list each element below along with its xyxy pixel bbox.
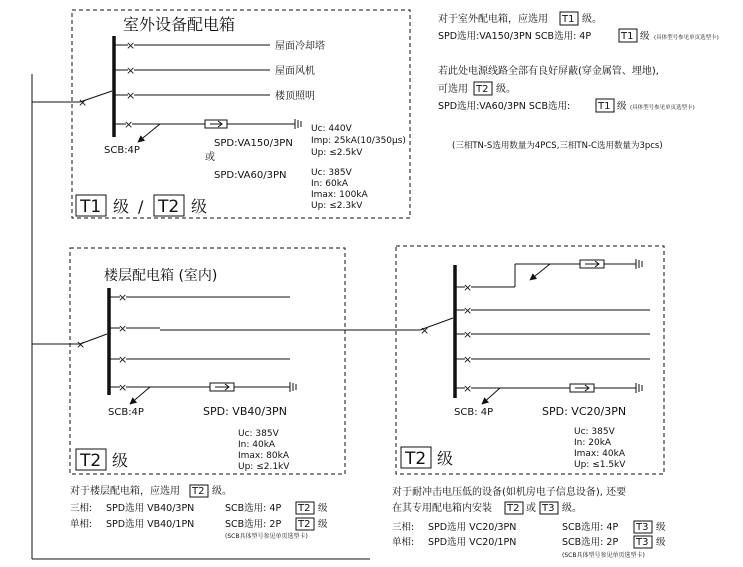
equip-grade: T2: [405, 449, 427, 469]
top-note-4-pre: 可选用: [438, 84, 468, 95]
top-note-1-grade: T1: [562, 14, 575, 25]
svg-text:×: ×: [118, 381, 128, 394]
equip-small-note: (SCB具体型号参见单页选型卡): [562, 552, 645, 559]
outdoor-spec2-in: In: 60kA: [311, 179, 349, 189]
equip-circuit-2: [455, 328, 650, 341]
equip-row-2-spd: SPD选用 VC20/1PN: [428, 537, 517, 548]
floor-circuit-1: [109, 291, 290, 304]
svg-text:×: ×: [463, 281, 473, 294]
equip-spec-imax: Imax: 40kA: [574, 449, 625, 459]
svg-text:×: ×: [126, 64, 136, 77]
top-note-5-grade: T1: [598, 101, 611, 112]
top-note-2-grade: T1: [621, 31, 634, 42]
top-note-5-post: 级: [617, 101, 627, 112]
outdoor-spec1-imp: Imp: 25kA(10/350µs): [311, 136, 406, 146]
equip-scb-label: SCB: 4P: [454, 407, 494, 418]
equip-grade-suffix: 级: [437, 449, 454, 468]
top-note-1-post: 级。: [582, 14, 602, 25]
floor-row-2-scb: SCB选用: 2P: [225, 519, 282, 530]
equip-spec-uc: Uc: 385V: [574, 427, 615, 437]
floor-spd-label: SPD: VB40/3PN: [203, 405, 287, 418]
floor-spec-imax: Imax: 80kA: [238, 451, 289, 461]
outdoor-load-1: 屋面冷却塔: [275, 41, 325, 52]
floor-grade: T2: [80, 451, 102, 471]
equip-note-line-2-pre: 在其专用配电箱内安装: [392, 503, 492, 514]
floor-row-1-suffix: 级: [318, 503, 328, 514]
equip-note-grade-2: T3: [542, 503, 555, 514]
top-note-4-post: 级。: [496, 84, 516, 95]
top-note-4-grade: T2: [476, 84, 489, 95]
equip-circuit-3: [455, 353, 650, 366]
top-note-3: 若此处电源线路全部有良好屏蔽(穿金属管、埋地),: [438, 66, 659, 77]
outdoor-spec2-uc: Uc: 385V: [311, 168, 352, 178]
outdoor-grade-b: T2: [158, 197, 180, 217]
equip-top-spd-branch: [455, 259, 642, 294]
floor-grade-suffix: 级: [112, 451, 129, 470]
outdoor-circuit-2: [114, 64, 270, 77]
equip-row-2-scb: SCB选用: 2P: [562, 537, 619, 548]
floor-row-1-scb: SCB选用: 4P: [225, 503, 282, 514]
svg-text:×: ×: [124, 118, 134, 131]
equip-feeder-breaker-mark: ×: [420, 324, 430, 337]
floor-spec-uc: Uc: 385V: [238, 429, 279, 439]
outdoor-load-3: 楼顶照明: [275, 91, 315, 102]
equip-spd-label: SPD: VC20/3PN: [542, 405, 627, 418]
top-note-5-pre: SPD选用:VA60/3PN SCB选用:: [438, 101, 571, 112]
floor-row-2-grade: T2: [298, 519, 311, 530]
floor-scb-label: SCB:4P: [108, 407, 144, 418]
outdoor-or-label: 或: [205, 152, 215, 163]
svg-text:×: ×: [463, 382, 473, 395]
equip-spec-up: Up: ≤1.5kV: [574, 460, 626, 470]
outdoor-spec1-uc: Uc: 440V: [311, 124, 352, 134]
outdoor-load-2: 屋面风机: [275, 66, 315, 77]
equip-row-1-grade: T3: [636, 522, 649, 533]
outdoor-box-frame: [72, 10, 410, 218]
svg-text:×: ×: [463, 353, 473, 366]
equip-box-frame: [396, 246, 664, 474]
floor-row-1-grade: T2: [298, 503, 311, 514]
equip-row-1-suffix: 级: [656, 522, 666, 533]
equip-row-2-grade: T3: [636, 537, 649, 548]
floor-spec-up: Up: ≤2.1kV: [238, 462, 290, 472]
floor-row-2-spd: SPD选用 VB40/1PN: [106, 519, 195, 530]
outdoor-spd2-label: SPD:VA60/3PN: [214, 170, 287, 181]
floor-small-note: (SCB具体型号参见单页选型卡): [225, 533, 308, 540]
outdoor-grade-separator: /: [138, 197, 144, 216]
equip-row-2-suffix: 级: [656, 537, 666, 548]
equip-note-post: 级。: [562, 503, 582, 514]
outdoor-grade-b-suffix: 级: [191, 197, 208, 216]
equip-note-mid: 或: [526, 503, 536, 514]
top-note-2-post: 级: [640, 31, 650, 42]
floor-circuit-3: [109, 353, 290, 366]
outdoor-feeder-breaker-mark: ×: [78, 96, 88, 109]
floor-feeder-breaker-mark: ×: [76, 338, 86, 351]
floor-note-title-grade: T2: [192, 486, 205, 497]
equip-circuit-1: [455, 304, 650, 317]
floor-spd-branch: [109, 381, 296, 404]
svg-text:×: ×: [118, 291, 128, 304]
svg-text:×: ×: [126, 89, 136, 102]
top-note-2-pre: SPD选用:VA150/3PN SCB选用: 4P: [438, 31, 592, 42]
floor-row-1-spd: SPD选用 VB40/3PN: [106, 503, 195, 514]
equip-spec-in: In: 20kA: [574, 438, 612, 448]
outdoor-title: 室外设备配电箱: [123, 15, 236, 34]
outdoor-spd1-label: SPD:VA150/3PN: [214, 138, 293, 149]
floor-note-title-post: 级。: [212, 486, 232, 497]
outdoor-scb-label: SCB:4P: [104, 145, 140, 156]
top-note-6: (三相TN-S选用数量为4PCS,三相TN-C选用数量为3pcs): [452, 141, 663, 151]
floor-circuit-2: [109, 322, 160, 335]
outdoor-circuit-1: [114, 39, 270, 52]
outdoor-circuit-3: [114, 89, 270, 102]
top-note-2-small: (具体型号参见单页选型卡): [654, 35, 719, 41]
outdoor-spec1-up: Up: ≤2.5kV: [311, 148, 363, 158]
equip-row-1-scb: SCB选用: 4P: [562, 522, 619, 533]
svg-text:×: ×: [118, 353, 128, 366]
outdoor-grade-a-suffix: 级: [113, 197, 130, 216]
equip-note-grade-1: T2: [507, 503, 520, 514]
floor-note-title: 对于楼层配电箱，应选用: [70, 486, 180, 497]
floor-spec-in: In: 40kA: [238, 440, 276, 450]
svg-text:×: ×: [463, 328, 473, 341]
equip-row-1-spd: SPD选用 VC20/3PN: [428, 522, 517, 533]
outdoor-spec2-imax: Imax: 100kA: [311, 190, 368, 200]
equip-note-line-1: 对于耐冲击电压低的设备(如机房电子信息设备), 还要: [392, 487, 627, 498]
svg-text:×: ×: [126, 39, 136, 52]
floor-row-1-phase: 三相:: [70, 503, 93, 514]
equip-spd-branch: [455, 382, 642, 404]
outdoor-spec2-up: Up: ≤2.3kV: [311, 201, 363, 211]
equip-row-2-phase: 单相:: [392, 537, 415, 548]
svg-text:×: ×: [118, 322, 128, 335]
svg-text:×: ×: [463, 304, 473, 317]
top-note-1-pre: 对于室外配电箱，应选用: [438, 14, 548, 25]
equip-row-1-phase: 三相:: [392, 522, 415, 533]
outdoor-grade-a: T1: [80, 197, 102, 217]
top-note-5-small: (具体型号参见单页选型卡): [630, 105, 695, 111]
floor-row-2-suffix: 级: [318, 519, 328, 530]
floor-row-2-phase: 单相:: [70, 519, 93, 530]
floor-title: 楼层配电箱 (室内): [104, 268, 218, 284]
